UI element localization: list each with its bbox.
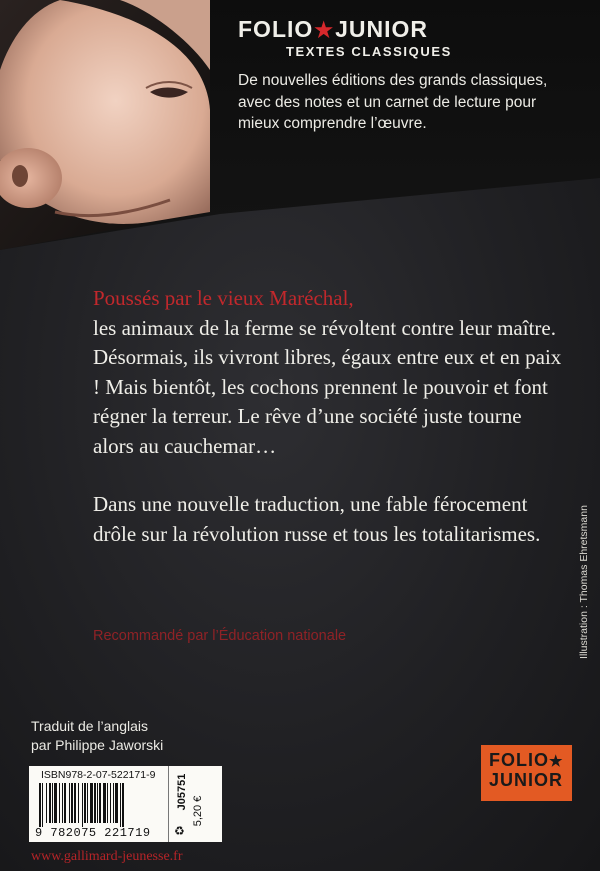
recycle-icon: ♻ xyxy=(174,824,185,838)
blurb xyxy=(93,284,563,549)
barcode-bar xyxy=(110,783,111,823)
translator-line-1: Traduit de l’anglais xyxy=(31,718,148,734)
blurb-paragraph-1 xyxy=(93,284,563,461)
barcode-icon xyxy=(33,783,169,827)
barcode-bar xyxy=(49,783,51,823)
barcode-bar xyxy=(74,783,76,823)
logo-line-1 xyxy=(489,751,572,771)
folio-junior-logo xyxy=(481,745,572,801)
series-subtitle: TEXTES CLASSIQUES xyxy=(286,44,452,59)
barcode-bar xyxy=(103,783,106,823)
logo-line-2: JUNIOR xyxy=(489,770,564,790)
series-description: De nouvelles éditions des grands classiques, avec des notes et un carnet de lecture pour mieux comprendre l’œuvre. xyxy=(238,72,548,132)
barcode-bar xyxy=(39,783,41,827)
barcode-bar xyxy=(71,783,73,823)
logo-line-1-text: FOLIO xyxy=(489,750,549,770)
star-icon: ★ xyxy=(314,19,335,42)
barcode-bar xyxy=(82,783,83,827)
blurb-paragraph-2: Dans une nouvelle traduction, une fable férocement drôle sur la révolution russe et tous les totalitarismes. xyxy=(93,492,541,546)
series-title-part1: FOLIO xyxy=(238,16,314,42)
series-header xyxy=(238,18,452,59)
product-code: J05751 xyxy=(176,773,188,811)
barcode-bar xyxy=(120,783,121,827)
barcode-bar xyxy=(94,783,96,823)
blurb-body: les animaux de la ferme se révoltent contre leur maître. Désormais, ils vivront libres, égaux entre eux et en paix ! Mais bientôt, les cochons prennent le pouvoir et font régner la terreur. Le rêve d’une société juste tourne alors au cauchemar… xyxy=(93,315,562,458)
barcode-bar xyxy=(99,783,101,823)
price-panel xyxy=(168,766,222,842)
barcode-bar xyxy=(42,783,43,827)
ean-digits: 9 782075 221719 xyxy=(35,826,151,840)
barcode-bar xyxy=(90,783,93,823)
isbn-number: ISBN978-2-07-522171-9 xyxy=(41,769,156,781)
barcode-bar xyxy=(64,783,66,823)
series-title xyxy=(238,18,452,41)
barcode-bar xyxy=(84,783,86,823)
website-url[interactable]: www.gallimard-jeunesse.fr xyxy=(31,849,183,864)
series-title-part2: JUNIOR xyxy=(335,16,429,42)
barcode-bar xyxy=(113,783,114,823)
barcode-bar xyxy=(107,783,108,823)
barcode-bar xyxy=(122,783,124,827)
barcode-bar xyxy=(87,783,88,823)
barcode-bar xyxy=(54,783,57,823)
price: 5,20 € xyxy=(192,795,204,827)
translator-line-2: par Philippe Jaworski xyxy=(31,737,164,753)
logo-star-icon: ★ xyxy=(549,753,564,770)
translator-credit xyxy=(31,717,163,755)
barcode-bar xyxy=(115,783,118,823)
barcode-bar xyxy=(78,783,79,823)
barcode-bar xyxy=(52,783,53,823)
barcode-bar xyxy=(59,783,60,823)
blurb-lead: Poussés par le vieux Maréchal, xyxy=(93,286,354,310)
barcode-bar xyxy=(97,783,98,823)
recommendation-note: Recommandé par l’Éducation nationale xyxy=(93,628,347,644)
barcode-bar xyxy=(46,783,47,823)
pig-illustration xyxy=(0,0,210,250)
barcode-bar xyxy=(62,783,63,823)
illustration-credit: Illustration : Thomas Ehretsmann xyxy=(578,505,590,659)
barcode-bar xyxy=(69,783,70,823)
